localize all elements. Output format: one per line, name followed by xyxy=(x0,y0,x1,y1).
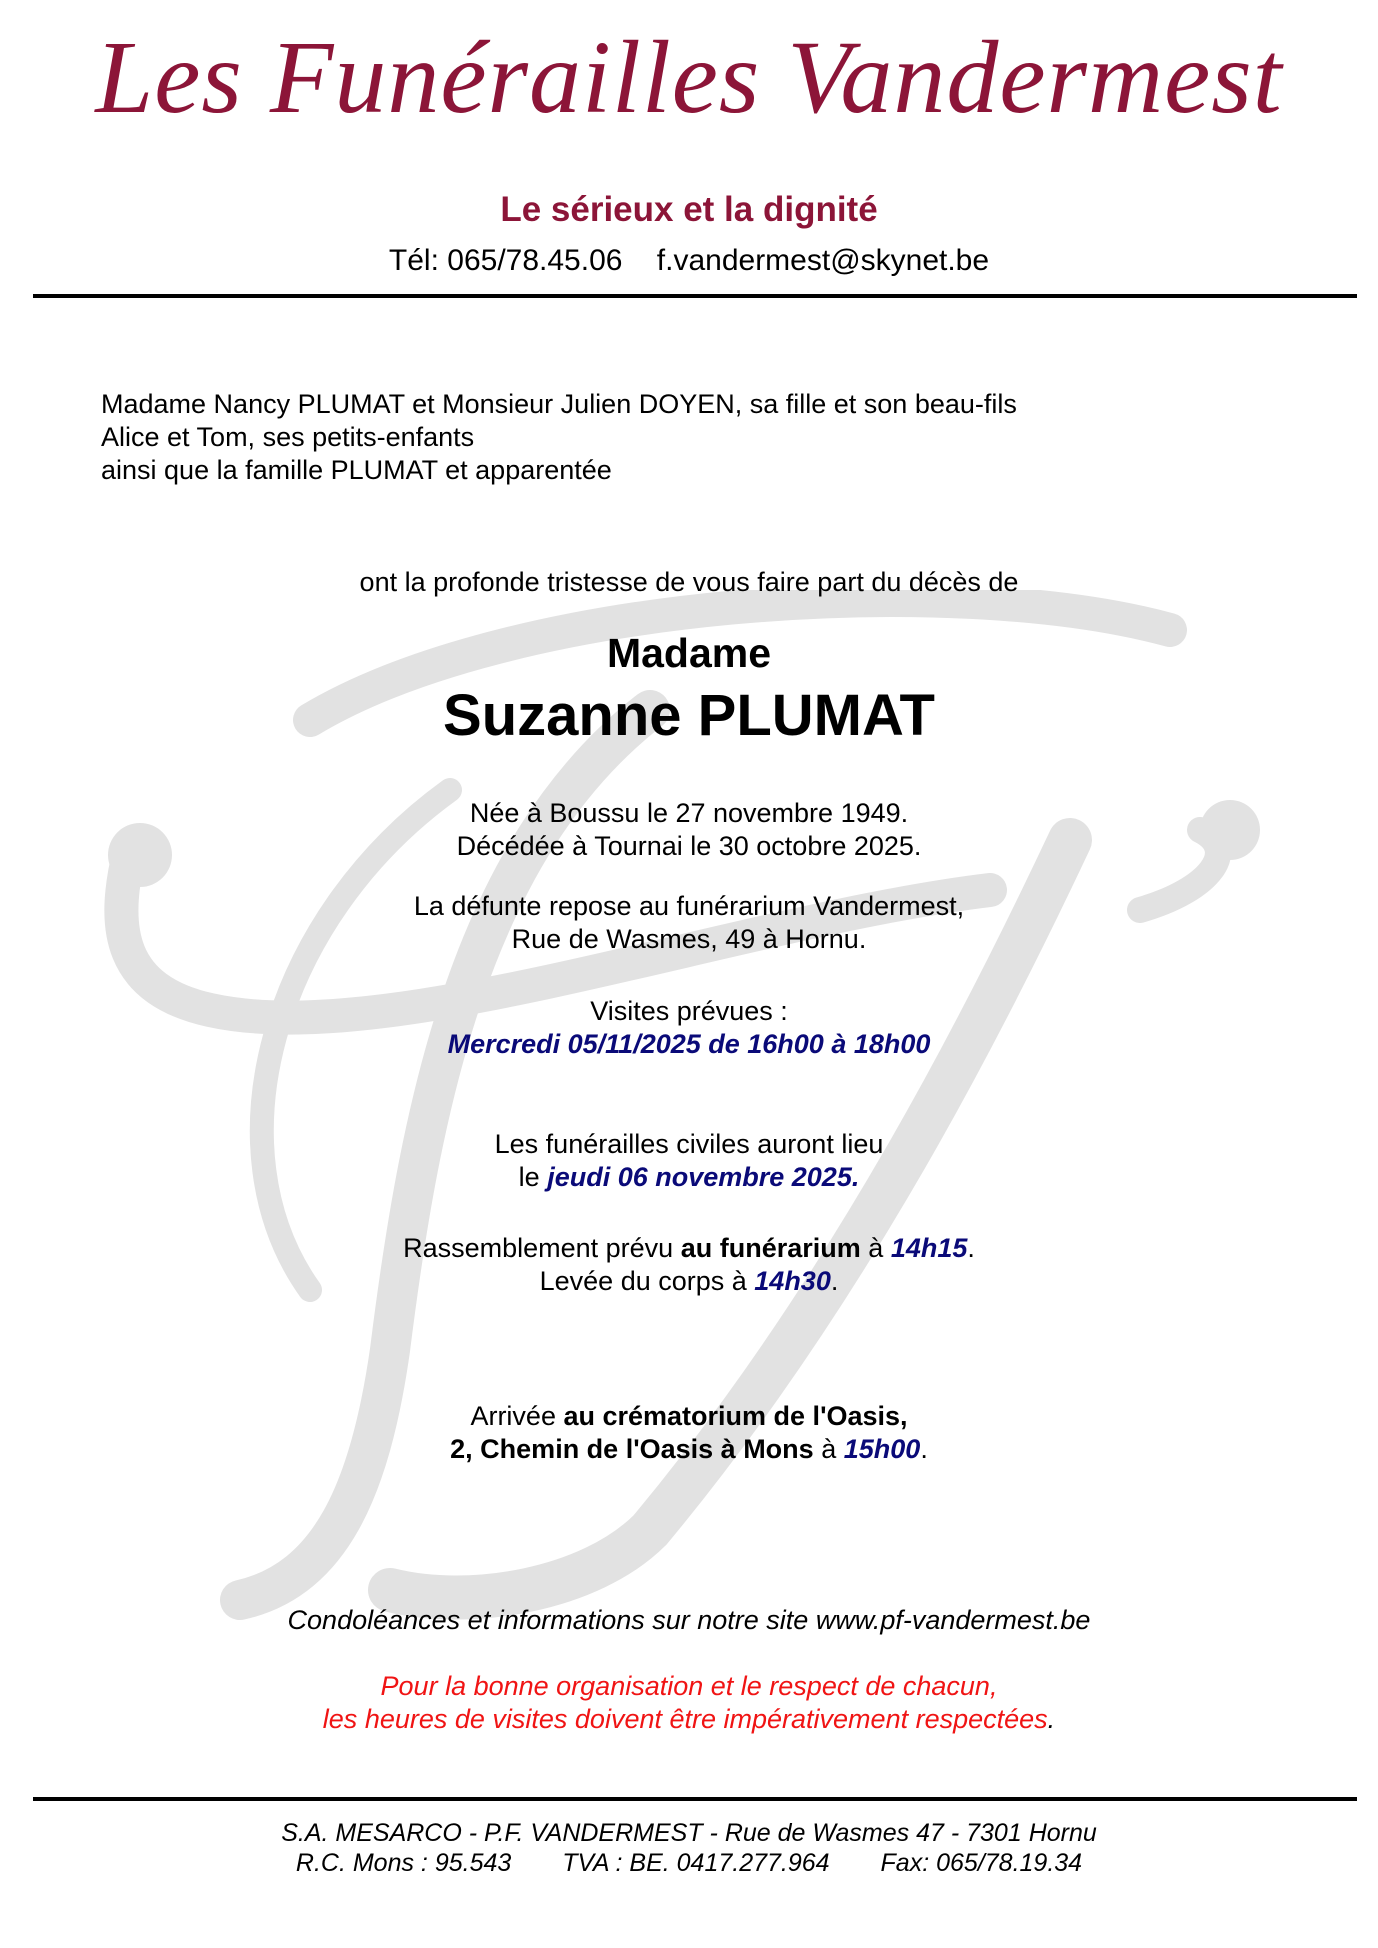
announcement-text: ont la profonde tristesse de vous faire part du décès de xyxy=(359,567,1019,597)
family-line: Madame Nancy PLUMAT et Monsieur Julien DOYEN, sa fille et son beau-fils xyxy=(101,389,1017,419)
footer-tva: TVA : BE. 0417.277.964 xyxy=(562,1849,830,1877)
header-divider xyxy=(33,294,1357,298)
repose-line: La défunte repose au funérarium Vandermest, xyxy=(413,891,965,921)
gathering-info xyxy=(0,1232,1378,1298)
company-logo: Les Funérailles Vandermest xyxy=(95,20,1283,135)
arrival-time: 15h00 xyxy=(843,1434,921,1464)
footer-registration xyxy=(0,1848,1378,1878)
gathering-time: 14h15 xyxy=(890,1233,968,1263)
notice-line: les heures de visites doivent être impérativement respectées. xyxy=(322,1704,1056,1734)
family-line: Alice et Tom, ses petits-enfants xyxy=(101,422,475,452)
funeral-info xyxy=(0,1128,1378,1194)
death-line: Décédée à Tournai le 30 octobre 2025. xyxy=(456,831,922,861)
birth-line: Née à Boussu le 27 novembre 1949. xyxy=(469,798,909,828)
company-tagline: Le sérieux et la dignité xyxy=(500,190,878,229)
levee-line: Levée du corps à 14h30. xyxy=(539,1266,839,1296)
deceased-name: Suzanne PLUMAT xyxy=(443,683,935,748)
repose-address: Rue de Wasmes, 49 à Hornu. xyxy=(511,924,867,954)
levee-time: 14h30 xyxy=(754,1266,831,1296)
funeral-line: Les funérailles civiles auront lieu xyxy=(494,1129,884,1159)
funeral-date-line: le jeudi 06 novembre 2025. xyxy=(518,1162,860,1192)
family-list xyxy=(101,388,1017,487)
visits-label: Visites prévues : xyxy=(590,996,788,1026)
footer-divider xyxy=(33,1797,1357,1801)
crematorium-address: 2, Chemin de l'Oasis à Mons xyxy=(450,1434,814,1464)
repose-info xyxy=(0,890,1378,956)
funeral-date: jeudi 06 novembre 2025. xyxy=(547,1162,860,1192)
arrival-address-line: 2, Chemin de l'Oasis à Mons à 15h00. xyxy=(450,1434,928,1464)
deceased-title: Madame xyxy=(606,630,772,676)
gathering-line: Rassemblement prévu au funérarium à 14h15. xyxy=(403,1233,975,1263)
gathering-place: au funérarium xyxy=(680,1233,861,1263)
condolences-text: Condoléances et informations sur notre site www.pf-vandermest.be xyxy=(287,1605,1091,1635)
crematorium-name: au crématorium de l'Oasis, xyxy=(563,1401,908,1431)
phone-number: Tél: 065/78.45.06 xyxy=(388,244,623,277)
company-footer xyxy=(0,1818,1378,1878)
arrival-info xyxy=(0,1400,1378,1466)
visit-notice xyxy=(0,1670,1378,1736)
footer-address: S.A. MESARCO - P.F. VANDERMEST - Rue de Wasmes 47 - 7301 Hornu xyxy=(281,1819,1097,1847)
family-line: ainsi que la famille PLUMAT et apparentée xyxy=(101,455,612,485)
arrival-line: Arrivée au crématorium de l'Oasis, xyxy=(470,1401,908,1431)
footer-fax: Fax: 065/78.19.34 xyxy=(880,1849,1083,1877)
footer-rc: R.C. Mons : 95.543 xyxy=(295,1849,512,1877)
visits-schedule: Mercredi 05/11/2025 de 16h00 à 18h00 xyxy=(447,1029,931,1059)
contact-line xyxy=(0,244,1378,278)
visits-info xyxy=(0,995,1378,1061)
birth-death-info xyxy=(0,797,1378,863)
email-address[interactable]: f.vandermest@skynet.be xyxy=(656,244,990,277)
notice-line: Pour la bonne organisation et le respect de chacun, xyxy=(380,1671,998,1701)
